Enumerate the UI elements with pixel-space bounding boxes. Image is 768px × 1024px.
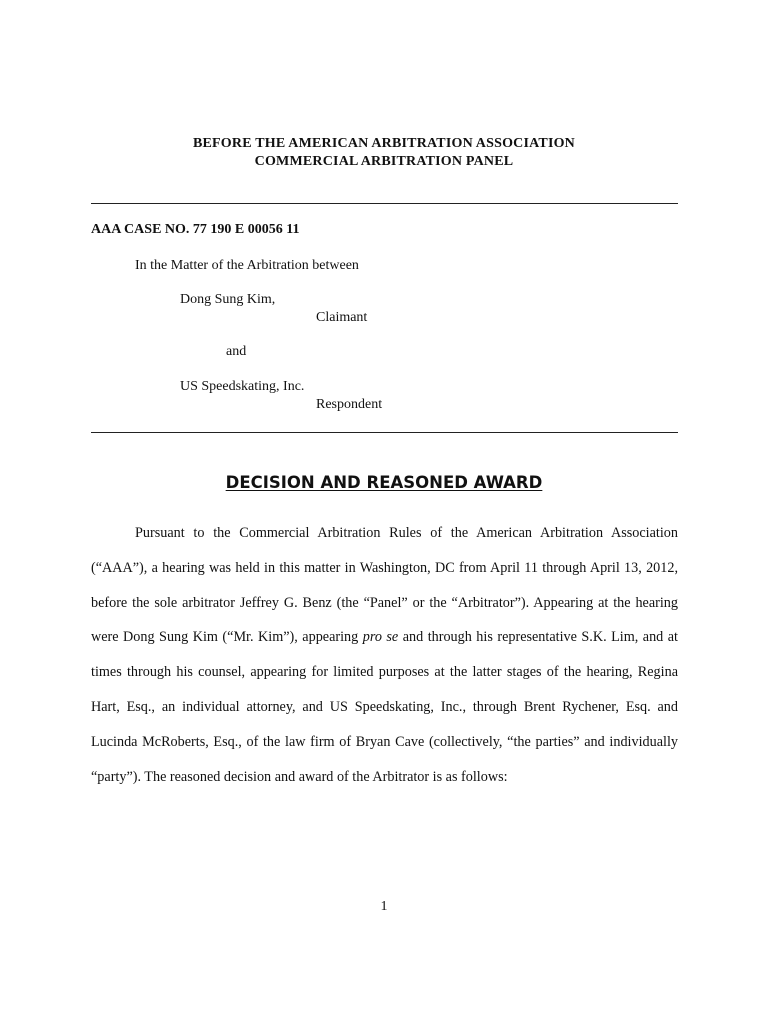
document-title: DECISION AND REASONED AWARD: [225, 473, 543, 492]
claimant-name: Dong Sung Kim,: [180, 292, 276, 307]
body-text-part-1: Pursuant to the Commercial Arbitration Rules of the American Arbitration Association (“AAA”), a hearing was held in this matter in Washington, DC from April 11 through April 13, 2012, before the sole arbitrator Jeffrey G. Benz (the “Panel” or the “Arbitrator”). Appearing at the hearing were Dong Sung Kim (“Mr. Kim”), appearing: [91, 525, 678, 646]
bottom-divider: [91, 432, 678, 433]
body-text-italic: pro se: [362, 629, 399, 646]
caption-conjunction: and: [226, 344, 247, 359]
body-paragraph: [91, 516, 678, 794]
header-line-1: BEFORE THE AMERICAN ARBITRATION ASSOCIATION: [192, 136, 575, 151]
top-divider: [91, 203, 678, 204]
page-number: 1: [380, 899, 388, 914]
caption-intro: In the Matter of the Arbitration between: [135, 258, 359, 273]
case-number: AAA CASE NO. 77 190 E 00056 11: [91, 222, 300, 237]
claimant-role: Claimant: [316, 310, 368, 325]
body-text-part-2: and through his representative S.K. Lim, and at times through his counsel, appearing for limited purposes at the latter stages of the hearing, Regina Hart, Esq., an individual attorney, and US Speedskating, Inc., through Brent Rychener, Esq. and Lucinda McRoberts, Esq., of the law firm of Bryan Cave (collectively, “the parties” and individually “party”). The reasoned decision and award of the Arbitrator is as follows:: [91, 629, 678, 785]
respondent-role: Respondent: [316, 397, 383, 412]
header-line-2: COMMERCIAL ARBITRATION PANEL: [254, 154, 514, 169]
respondent-name: US Speedskating, Inc.: [180, 379, 305, 394]
